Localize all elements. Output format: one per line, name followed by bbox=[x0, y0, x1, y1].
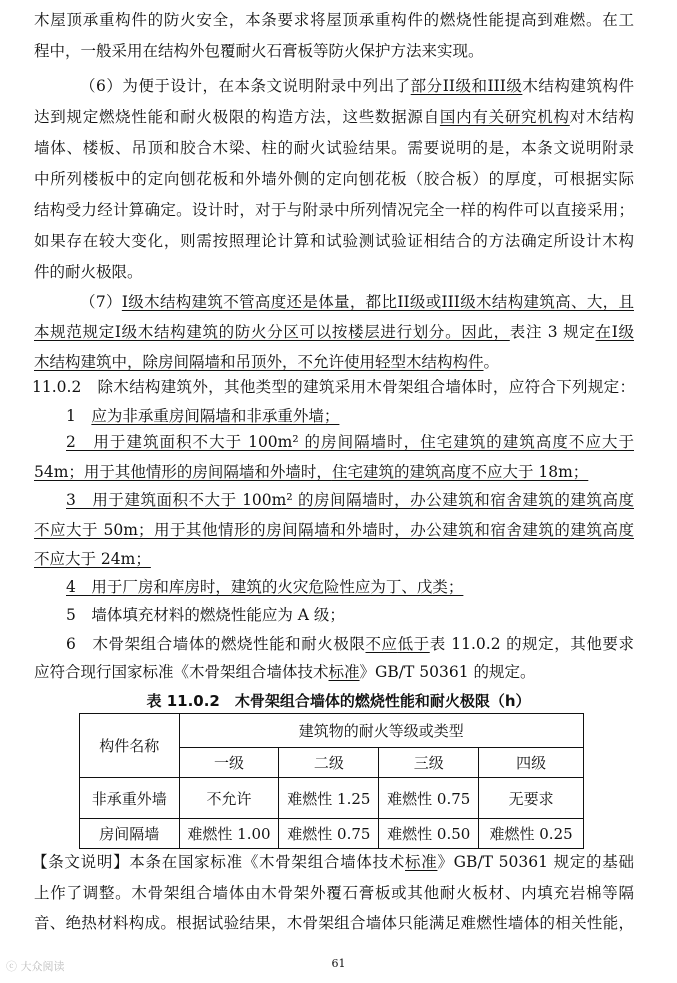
level-header: 四级 bbox=[479, 748, 584, 778]
table-cell: 难燃性 1.25 bbox=[279, 778, 379, 819]
text-line bbox=[34, 883, 634, 903]
text-run: （6）为便于设计，在本条文说明附录中列出了 bbox=[80, 77, 411, 95]
text-run: 对木结构 bbox=[569, 108, 634, 126]
underlined-text: 2 用于建筑面积不大于 100m² 的房间隔墙时，住宅建筑的建筑高度不应大于 bbox=[66, 433, 634, 451]
text-run: 音、绝热材料构成。根据试验结果，木骨架组合墙体只能满足难燃性墙体的相关性能， bbox=[34, 914, 634, 932]
text-run: 表 11.0.2 的规定，其他要求 bbox=[429, 635, 634, 653]
list-item bbox=[66, 490, 634, 510]
table-cell: 难燃性 0.50 bbox=[379, 819, 479, 849]
text-run: 达到规定燃烧性能和耐火极限的构造方法，这些数据源自 bbox=[34, 108, 440, 126]
text-line bbox=[34, 913, 634, 933]
text-run: 6 木骨架组合墙体的燃烧性能和耐火极限 bbox=[66, 635, 366, 653]
text-run: 。 bbox=[483, 353, 500, 371]
text-run: 【条文说明】本条在国家标准《木骨架组合墙体技术 bbox=[32, 853, 406, 871]
underlined-text: 本规范规定I级木结构建筑的防火分区可以按楼层进行划分。因此， bbox=[34, 323, 510, 341]
underlined-text: 3 用于建筑面积不大于 100m² 的房间隔墙时，办公建筑和宿舍建筑的建筑高度 bbox=[66, 491, 634, 509]
underlined-text: 在I级 bbox=[595, 323, 634, 341]
list-item bbox=[66, 406, 626, 426]
table-cell: 难燃性 1.00 bbox=[179, 819, 279, 849]
text-run: 应符合现行国家标准《木骨架组合墙体技术 bbox=[34, 663, 329, 681]
table-caption: 表 11.0.2 木骨架组合墙体的燃烧性能和耐火极限（h） bbox=[146, 692, 531, 710]
list-item bbox=[66, 577, 626, 597]
text-run: 木结构建筑构件 bbox=[522, 77, 634, 95]
text-run: 中所列楼板中的定向刨花板和外墙外侧的定向刨花板（胶合板）的厚度，可根据实际 bbox=[34, 170, 634, 188]
row-name: 房间隔墙 bbox=[80, 819, 180, 849]
underlined-text: 国内有关研究机构 bbox=[439, 108, 570, 126]
text-run: 》GB/T 50361 规定的基础 bbox=[437, 853, 634, 871]
underlined-text: 不应 bbox=[365, 635, 398, 653]
text-run: 1 bbox=[66, 407, 92, 425]
text-line bbox=[34, 352, 634, 372]
text-line bbox=[34, 549, 634, 569]
text-line bbox=[34, 138, 634, 158]
text-line bbox=[34, 520, 634, 540]
underlined-text: I级木结构建筑不管高度还是体量，都比II级或III级木结构建筑高、大，且 bbox=[121, 293, 634, 311]
text-run: 墙体、楼板、吊顶和胶合木梁、柱的耐火试验结果。需要说明的是，本条文说明附录 bbox=[34, 139, 634, 157]
text-line bbox=[34, 169, 634, 189]
text-line bbox=[80, 292, 634, 312]
fire-rating-table bbox=[79, 713, 584, 849]
list-item bbox=[66, 605, 626, 625]
text-run: 表注 3 规定 bbox=[509, 323, 596, 341]
row-name: 非承重外墙 bbox=[80, 778, 180, 819]
underlined-text: 4 用于厂房和库房时，建筑的火灾危险性应为丁、戊类； bbox=[66, 578, 464, 596]
table-cell: 无要求 bbox=[479, 778, 584, 819]
text-run: （7） bbox=[80, 293, 122, 311]
group-header: 建筑物的耐火等级或类型 bbox=[179, 714, 583, 748]
watermark-icon: ⓒ bbox=[6, 960, 17, 973]
text-line bbox=[80, 76, 634, 96]
level-header: 三级 bbox=[379, 748, 479, 778]
level-header: 二级 bbox=[279, 748, 379, 778]
text-line bbox=[34, 107, 634, 127]
underlined-text: 低于 bbox=[397, 635, 430, 653]
text-run: 11.0.2 除木结构建筑外，其他类型的建筑采用木骨架组合墙体时，应符合下列规定： bbox=[32, 378, 635, 396]
watermark-text: 大众阅读 bbox=[20, 960, 65, 973]
underlined-text: 部分II级和III级 bbox=[410, 77, 523, 95]
text-line bbox=[34, 10, 634, 30]
text-run: 木屋顶承重构件的防火安全，本条要求将屋顶承重构件的燃烧性能提高到难燃。在工 bbox=[34, 11, 634, 29]
table-row bbox=[80, 778, 584, 819]
table-row bbox=[80, 819, 584, 849]
underlined-text: 标准 bbox=[405, 853, 438, 871]
underlined-text: 标准 bbox=[328, 663, 360, 681]
list-item bbox=[66, 432, 634, 452]
table-cell: 难燃性 0.25 bbox=[479, 819, 584, 849]
underlined-text: 54m；用于其他情形的房间隔墙和外墙时， bbox=[34, 463, 332, 481]
text-line bbox=[34, 231, 634, 251]
text-line bbox=[34, 662, 634, 682]
underlined-text: 应为非承重房间隔墙和非承重外墙； bbox=[91, 407, 340, 425]
text-run: 5 墙体填充材料的燃烧性能应为 A 级； bbox=[66, 606, 345, 624]
text-run: 件的耐火极限。 bbox=[34, 263, 143, 281]
underlined-text: 住宅建筑的建筑高度不应大于 18m； bbox=[331, 463, 589, 481]
text-run: 》GB/T 50361 的规定。 bbox=[359, 663, 536, 681]
text-line bbox=[34, 262, 634, 282]
list-item bbox=[66, 634, 634, 654]
clause-heading bbox=[32, 377, 635, 397]
table-cell: 难燃性 0.75 bbox=[379, 778, 479, 819]
level-header: 一级 bbox=[179, 748, 279, 778]
table-cell: 难燃性 0.75 bbox=[279, 819, 379, 849]
text-run: 如果存在较大变化，则需按照理论计算和试验测试验证相结合的方法确定所设计木构 bbox=[34, 232, 634, 250]
column-header: 构件名称 bbox=[80, 714, 180, 778]
text-run: 结构受力经计算确定。设计时，对于与附录中所列情况完全一样的构件可以直接采用； bbox=[34, 201, 634, 219]
text-run: 上作了调整。木骨架组合墙体由木骨架外覆石膏板或其他耐火板材、内填充岩棉等隔 bbox=[34, 884, 634, 902]
page-number: 61 bbox=[331, 957, 346, 970]
text-line bbox=[34, 322, 634, 342]
underlined-text: 木结构建筑中，除房间隔墙和吊顶外，不允许使用轻型木结构构件 bbox=[34, 353, 484, 371]
text-line bbox=[32, 852, 634, 872]
text-run: 程中，一般采用在结构外包覆耐火石膏板等防火保护方法来实现。 bbox=[34, 42, 484, 60]
underlined-text: 不应大于 50m；用于其他情形的房间隔墙和外墙时，办公建筑和宿舍建筑的建筑高度 bbox=[34, 521, 634, 539]
text-line bbox=[34, 200, 634, 220]
underlined-text: 不应大于 24m； bbox=[34, 550, 151, 568]
text-line bbox=[34, 462, 634, 482]
table-cell: 不允许 bbox=[179, 778, 279, 819]
text-line bbox=[34, 41, 634, 61]
